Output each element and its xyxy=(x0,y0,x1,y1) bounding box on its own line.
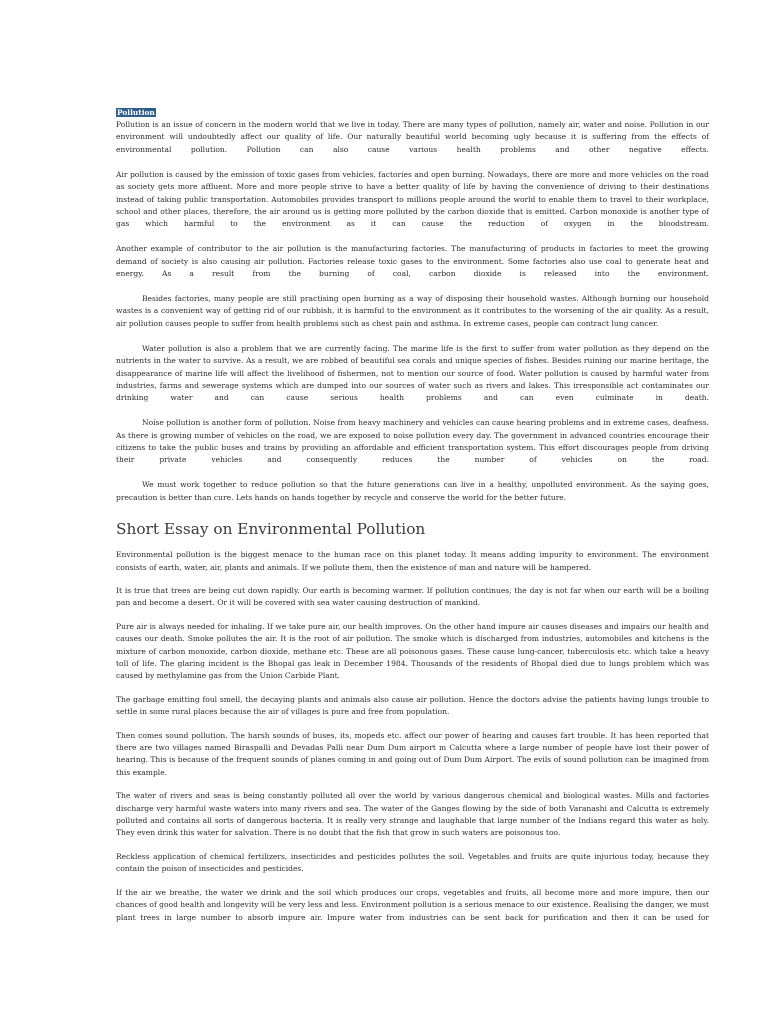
essay2-paragraph: The garbage emitting foul smell, the decaying plants and animals also cause air pollution. Hence the doctors advise the patients having lungs trouble to settle in some rural places because the air of villages is pure and free from population. xyxy=(116,694,709,717)
essay-title-highlighted[interactable]: Pollution xyxy=(117,108,155,117)
essay-environmental-pollution xyxy=(116,549,709,924)
essay1-paragraph: Water pollution is also a problem that we are currently facing. The marine life is the first to suffer from water pollution as they depend on the nutrients in the water to survive. As a result, we are robbed of beautiful sea corals and unique species of fishes. Besides ruining our marine heritage, the disappearance of marine life will affect the livelihood of fishermen, not to mention our source of food. Water pollution is caused by harmful water from industries, farms and sewerage systems which are dumped into our sources of water such as rivers and lakes. This irresponsible act contaminates our drinking water and can cause serious health problems and can even culminate in death. xyxy=(116,343,709,403)
essay2-paragraph: Reckless application of chemical fertilizers, insecticides and pesticides pollutes the soil. Vegetables and fruits are quite injurious today, because they contain the poison of insecticides and pesticides. xyxy=(116,851,709,874)
essay2-paragraph: It is true that trees are being cut down rapidly. Our earth is becoming warmer. If pollution continues, the day is not far when our earth will be a boiling pan and become a desert. Or it will be covered with sea water causing destruction of mankind. xyxy=(116,585,709,608)
essay1-paragraph: Besides factories, many people are still practising open burning as a way of disposing their household wastes. Although burning our household wastes is a convenient way of getting rid of our rubbish, it is harmful to the environment as it contributes to the worsening of the air quality. As a result, air pollution causes people to suffer from health problems such as chest pain and asthma. In extreme cases, people can contract lung cancer. xyxy=(116,293,709,328)
essay2-paragraph: Environmental pollution is the biggest menace to the human race on this planet today. It means adding impurity to environment. The environment consists of earth, water, air, plants and animals. If we pollute them, then the existence of man and nature will be hampered. xyxy=(116,550,709,572)
essay2-paragraph: The water of rivers and seas is being constantly polluted all over the world by various dangerous chemical and biological wastes. Mills and factories discharge very harmful waste waters into many rivers and sea. The water of the Ganges flowing by the side of both Varanashi and Calcutta is extremely polluted and contains all sorts of dangerous bacteria. It is really very strange and laughable that large number of the Indians regard this water as holy. They even drink this water for salvation. There is no doubt that the fish that grow in such waters are poisonous too. xyxy=(116,791,709,838)
essay2-heading: Short Essay on Environmental Pollution xyxy=(116,520,426,539)
essay1-paragraph: Another example of contributor to the air pollution is the manufacturing factories. The manufacturing of products in factories to meet the growing demand of society is also causing air pollution. Factories release toxic gases to the environment. Some factories also use coal to generate heat and energy. As a result from the burning of coal, carbon dioxide is released into the environment. xyxy=(116,244,709,279)
essay-pollution xyxy=(116,100,709,504)
essay1-paragraph: Noise pollution is another form of pollution. Noise from heavy machinery and vehicles can cause hearing problems and in extreme cases, deafness. As there is growing number of vehicles on the road, we are exposed to noise pollution every day. The government in advanced countries encourage their citizens to take the public buses and trains by providing an affordable and efficient transportation system. This effort discourages people from driving their private vehicles and consequently reduces the number of vehicles on the road. xyxy=(116,418,709,465)
document-page xyxy=(116,100,709,935)
essay1-paragraph: Air pollution is caused by the emission of toxic gases from vehicles, factories and open burning. Nowadays, there are more and more vehicles on the road as society gets more affluent. More and more people strive to have a better quality of life by having the convenience of driving to their destinations instead of taking public transportation. Automobiles provides transport to millions people around the world to enable them to travel to their workplace, school and other places, therefore, the air around us is getting more polluted by the carbon dioxide that is emitted. Carbon monoxide is another type of gas which harmful to the environment as it can cause the reduction of oxygen in the bloodstream. xyxy=(116,169,709,229)
essay1-paragraph: Pollution is an issue of concern in the modern world that we live in today. There are many types of pollution, namely air, water and noise. Pollution in our environment will undoubtedly affect our quality of life. Our naturally beautiful world becoming ugly because it is suffering from the effects of environmental pollution. Pollution can also cause various health problems and other negative effects. xyxy=(116,120,709,154)
essay1-paragraph: We must work together to reduce pollution so that the future generations can live in a healthy, unpolluted environment. As the saying goes, precaution is better than cure. Lets hands on hands together by recycle and conserve the world for the better future. xyxy=(116,480,709,502)
essay2-paragraph: If the air we breathe, the water we drink and the soil which produces our crops, vegetables and fruits, all become more and more impure, then our chances of good health and longevity will be very less and less. Environment pollution is a serious menace to our existence. Realising the danger, we must plant trees in large number to absorb impure air. Impure water from industries can be sent back for purification and then it can be used for xyxy=(116,887,709,922)
essay2-paragraph: Then comes sound pollution. The harsh sounds of buses, its, mopeds etc. affect our power of hearing and causes fart trouble. It has been reported that there are two villages named Biraspalli and Devadas Palli near Dum Dum airport m Calcutta where a large number of people have lost their power of hearing. This is because of the frequent sounds of planes coming in and going out of Dum Dum Airport. The evils of sound pollution can be imagined from this example. xyxy=(116,730,709,777)
essay2-paragraph: Pure air is always needed for inhaling. If we take pure air, our health improves. On the other hand impure air causes diseases and impairs our health and causes our death. Smoke pollutes the air. It is the root of air pollution. The smoke which is discharged from industries, automobiles and kitchens is the mixture of carbon monoxide, carbon dioxide, methane etc. These are all poisonous gases. These cause lung-cancer, tuberculosis etc. which take a heavy toll of life. The glaring incident is the Bhopal gas leak in December 1984. Thousands of the residents of Bhopal died due to lungs problem which was caused by methylamine gas from the Union Carbide Plant. xyxy=(116,621,709,681)
